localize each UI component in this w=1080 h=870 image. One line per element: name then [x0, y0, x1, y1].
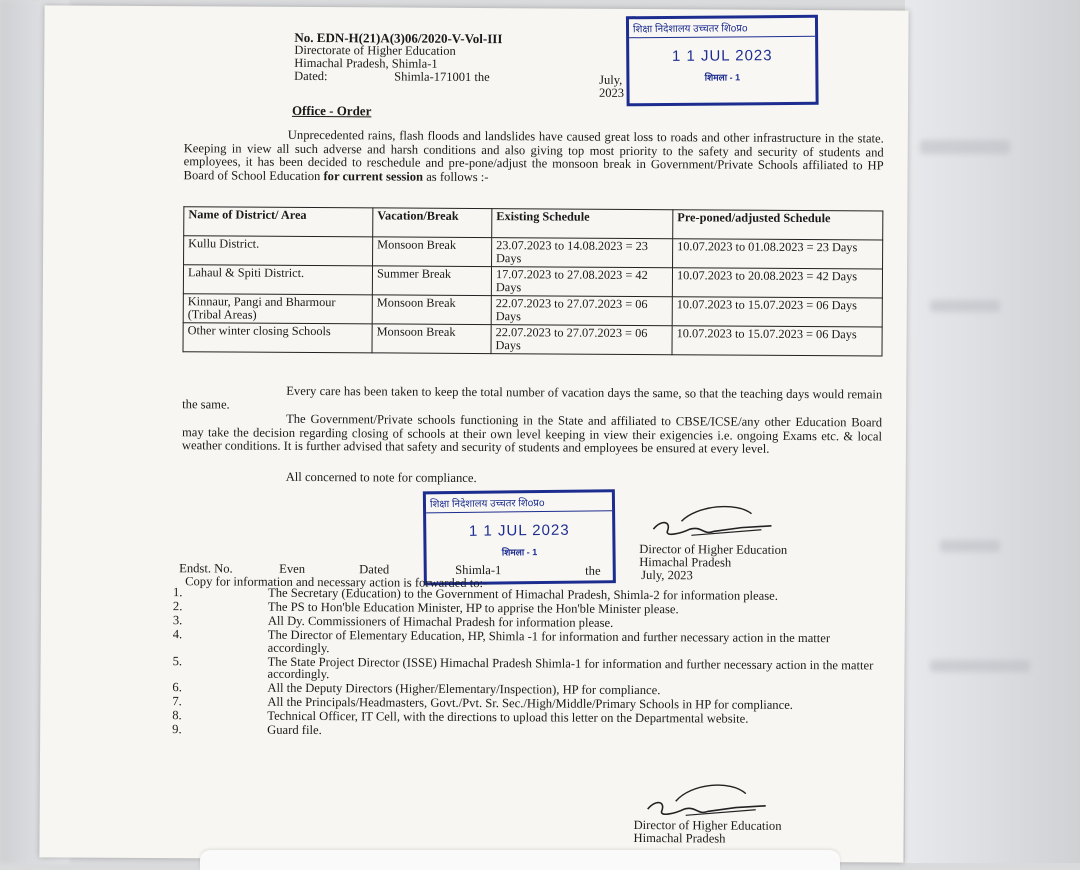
- table-cell: Monsoon Break: [372, 324, 491, 354]
- list-item-text: The Director of Elementary Education, HP, Shimla -1 for information and further necessary action in the matter accordingly.: [267, 627, 831, 655]
- document-page: [39, 5, 908, 862]
- stamp-place: शिमला - 1: [704, 72, 741, 83]
- list-item-text: Technical Officer, IT Cell, with the directions to upload this letter on the Departmental website.: [267, 708, 749, 726]
- table-cell: 23.07.2023 to 14.08.2023 = 23 Days: [492, 238, 673, 268]
- header-line1: Directorate of Higher Education: [294, 42, 456, 58]
- copy-to-list: [170, 586, 881, 741]
- signature-block-2: [633, 819, 781, 846]
- schedule-table: [182, 206, 883, 356]
- table-row: [183, 294, 882, 327]
- stamp-office-text: शिक्षा निदेशालय उच्चतर शिoप्रo: [629, 18, 815, 38]
- column-header: Vacation/Break: [373, 208, 492, 238]
- table-row: [183, 265, 882, 298]
- table-cell: 10.07.2023 to 15.07.2023 = 06 Days: [672, 326, 882, 356]
- background-ghost-text: [940, 540, 1000, 552]
- table-header-row: [184, 207, 883, 240]
- list-item-text: The State Project Director (ISSE) Himachal Pradesh Shimla-1 for information and further necessary action in the matter accordingly.: [267, 654, 874, 682]
- background-ghost-text: [930, 300, 1000, 312]
- intro-paragraph: [184, 128, 884, 186]
- list-item-text: All the Principals/Headmasters, Govt./Pvt. Sr. Sec./High/Middle/Primary Schools in HP for compliance.: [267, 694, 794, 712]
- list-item-text: All the Deputy Directors (Higher/Elementary/Inspection), HP for compliance.: [267, 680, 661, 698]
- list-item: [170, 723, 880, 740]
- header-line2: Himachal Pradesh, Shimla-1: [294, 55, 438, 71]
- dated-row: [294, 68, 625, 100]
- table-cell: Other winter closing Schools: [183, 323, 372, 353]
- table-cell: 10.07.2023 to 01.08.2023 = 23 Days: [673, 239, 883, 269]
- paragraph-compliance: [182, 470, 882, 488]
- column-header: Existing Schedule: [492, 209, 673, 239]
- table-cell: Kinnaur, Pangi and Bharmour (Tribal Areas): [183, 294, 372, 324]
- signatory-title: Director of Higher Education: [633, 817, 782, 833]
- list-item-number: 9.: [172, 722, 182, 737]
- column-header: Pre-poned/adjusted Schedule: [673, 210, 883, 240]
- list-item-text: All Dy. Commissioners of Himachal Pradesh for information please.: [267, 613, 614, 630]
- list-item-number: 4.: [172, 627, 183, 642]
- endorsement-label: Endst. No.: [179, 561, 233, 576]
- table-cell: Monsoon Break: [373, 237, 492, 267]
- list-item: [170, 655, 880, 684]
- table-cell: 10.07.2023 to 20.08.2023 = 42 Days: [672, 268, 882, 298]
- reference-number: No. EDN-H(21)A(3)06/2020-V-Vol-III: [294, 29, 503, 47]
- table-cell: 22.07.2023 to 27.07.2023 = 06 Days: [491, 296, 672, 326]
- list-item-number: 5.: [172, 653, 183, 668]
- copy-forward-line: Copy for information and necessary action is forwarded to:-: [185, 574, 488, 591]
- table-row: [184, 236, 883, 269]
- signatory-date: July, 2023: [641, 568, 693, 583]
- table-row: [183, 323, 882, 356]
- paragraph-text: The Government/Private schools functioning in the State and affiliated to CBSE/ICSE/any other Education Board may take the decision regarding closing of schools at their own level keeping in view their exigencies i.e. ongoing Exams etc. & local weather conditions. It is further advised that safety and security of students and employees be ensured at every level.: [181, 411, 883, 456]
- stamp-office-text: शिक्षा निदेशालय उच्चतर शिoप्रo: [426, 492, 612, 513]
- intro-text: Unprecedented rains, flash floods and landslides have caused great loss to roads and other infrastructure in the state. Keeping in view all such adverse and harsh conditions and also giving top most priority to the safety and security of students and employees, it has been decided to reschedule and pre-pone/adjust the monsoon break in Government/Private Schools affiliated to HP Board of School Education: [183, 127, 884, 183]
- intro-bold-text: for current session: [323, 168, 424, 184]
- received-stamp-top: [626, 15, 819, 107]
- viewer-bottom-bar: [200, 850, 840, 870]
- table-cell: Summer Break: [372, 266, 491, 296]
- document-title: Office - Order: [291, 102, 372, 119]
- stamp-date: 1 1 JUL 2023: [671, 47, 773, 65]
- background-ghost-text: [930, 660, 1030, 672]
- list-item-number: 3.: [172, 613, 183, 628]
- stamp-place: शिमला - 1: [501, 547, 538, 558]
- signatory-title: Director of Higher Education: [639, 542, 788, 557]
- table-cell: Kullu District.: [184, 236, 373, 266]
- signature-block-1: [639, 543, 787, 583]
- paragraph-text: Every care has been taken to keep the total number of vacation days the same, so that the teaching days would remain the same.: [182, 383, 883, 412]
- list-item-number: 7.: [172, 694, 182, 709]
- list-item-text: Guard file.: [267, 722, 322, 738]
- signatory-state: Himachal Pradesh: [633, 830, 726, 846]
- director-signature-1: [641, 499, 781, 542]
- endorsement-even: Even: [279, 561, 306, 576]
- paragraph-text: All concerned to note for compliance.: [285, 469, 477, 486]
- endorsement-the: the: [585, 563, 601, 578]
- intro-tail-text: as follows :-: [426, 169, 489, 184]
- endorsement-place: Shimla-1: [455, 562, 502, 578]
- paragraph-cbse-schools: [182, 412, 882, 457]
- list-item-number: 8.: [172, 708, 182, 723]
- list-item-text: The Secretary (Education) to the Government of Himachal Pradesh, Shimla-2 for information please.: [267, 585, 778, 603]
- dated-label: Dated:: [294, 68, 328, 84]
- column-header: Name of District/ Area: [184, 207, 373, 237]
- list-item: [171, 628, 881, 657]
- director-signature-2: [636, 775, 776, 822]
- list-item-number: 2.: [172, 599, 183, 614]
- background-ghost-text: [920, 140, 1010, 154]
- table-cell: 17.07.2023 to 27.08.2023 = 42 Days: [491, 267, 672, 297]
- signatory-state: Himachal Pradesh: [639, 555, 732, 570]
- dated-place: Shimla-171001 the: [394, 69, 490, 85]
- paragraph-vacation-days: [182, 384, 882, 415]
- dated-month: July, 2023: [599, 72, 625, 100]
- list-item-text: The PS to Hon'ble Education Minister, HP to apprise the Hon'ble Minister please.: [267, 599, 679, 617]
- table-cell: Lahaul & Spiti District.: [183, 265, 372, 295]
- letter-header: [294, 29, 625, 100]
- list-item-number: 1.: [172, 585, 183, 600]
- table-cell: Monsoon Break: [372, 295, 491, 325]
- stamp-date: 1 1 JUL 2023: [468, 521, 570, 540]
- background-blur-right: [905, 0, 1080, 863]
- table-cell: 10.07.2023 to 15.07.2023 = 06 Days: [672, 297, 882, 327]
- list-item-number: 6.: [172, 680, 182, 695]
- endorsement-dated: Dated: [359, 562, 390, 577]
- table-cell: 22.07.2023 to 27.07.2023 = 06 Days: [491, 325, 672, 355]
